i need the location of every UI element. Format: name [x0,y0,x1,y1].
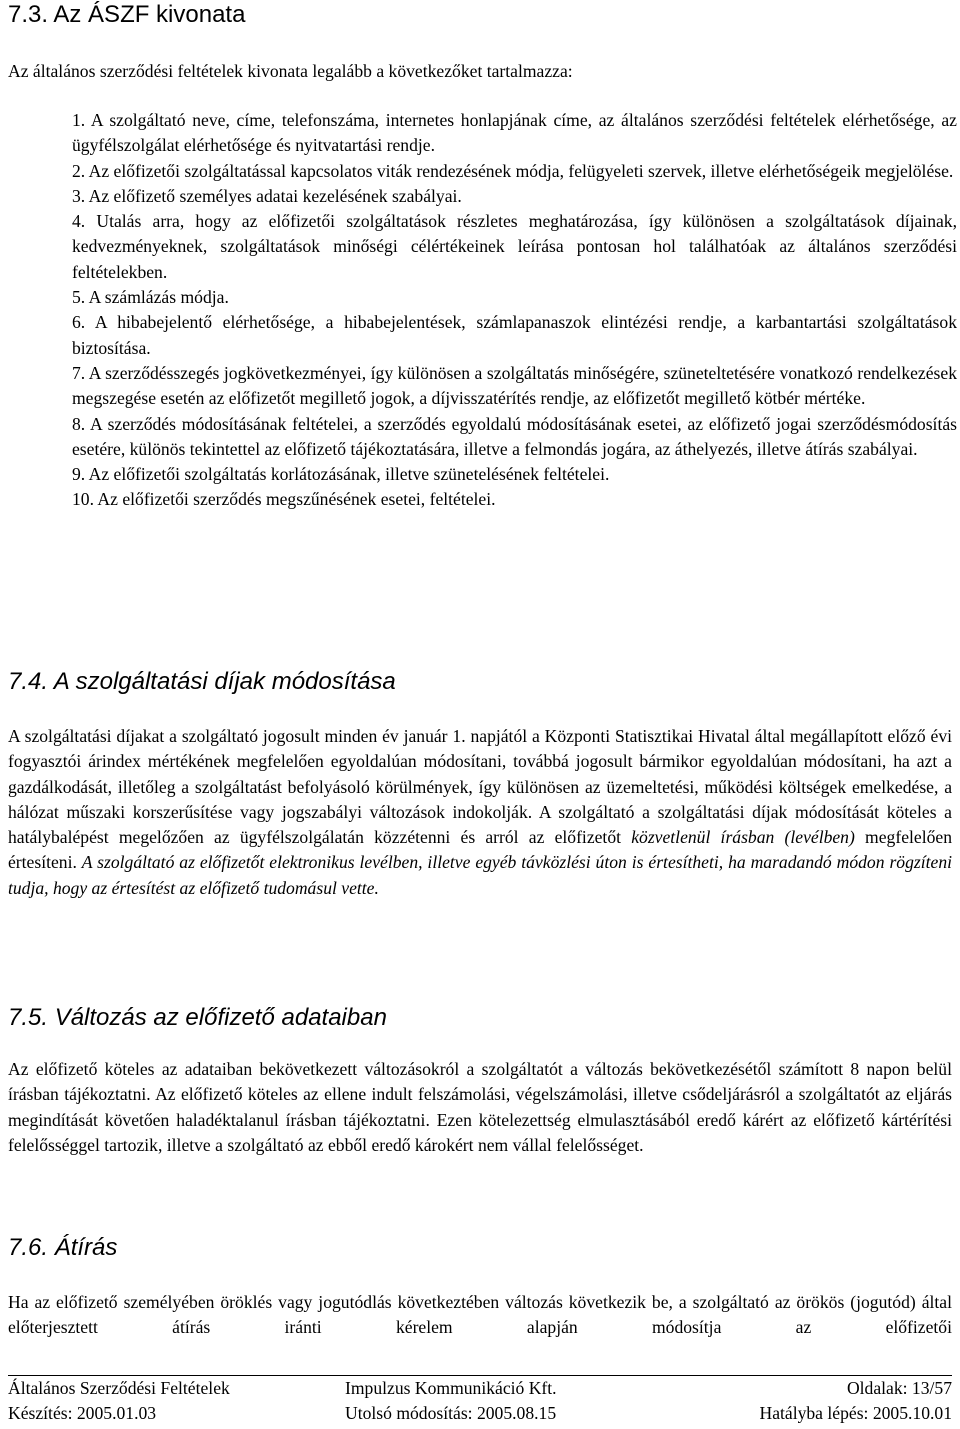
section-7-3-heading: 7.3. Az ÁSZF kivonata [8,1,246,28]
aszf-items-list [72,108,957,513]
footer-page-number: Oldalak: 13/57 [846,1378,952,1398]
section-7-6-paragraph: Ha az előfizető személyében öröklés vagy jogutódlás következtében változás következik be, a szolgáltató az örökös (jogutód) által előterjesztett átírás iránti kérelem alapján módosítja az előfizetői [8,1292,952,1338]
section-7-4-heading: 7.4. A szolgáltatási díjak módosítása [8,668,396,695]
list-item: 10. Az előfizetői szerződés megszűnésének esetei, feltételei. [72,489,496,510]
footer-effective-date: Hatályba lépés: 2005.10.01 [759,1403,952,1423]
section-7-4-italic-text: közvetlenül írásban (levélben) [631,827,855,848]
section-7-3-intro: Az általános szerződési feltételek kivonata legalább a következőket tartalmazza: [8,61,573,81]
list-item: 5. A számlázás módja. [72,287,229,308]
section-7-5-paragraph: Az előfizető köteles az adataiban bekövetkezett változásokról a szolgáltatót a változás bekövetkezésétől számított 8 napon belül írásban tájékoztatni. Az előfizető köteles az ellene indult felszámolási, végelszámolási, illetve csődeljárásról a szolgáltatót az eljárás megindítását követően haladéktalanul írásban tájékoztatni. Ezen kötelezettség elmulasztásából eredő kárért az előfizető kártérítési felelősséggel tartozik, illetve a szolgáltató az ebből eredő károkért nem vállal felelősséget. [8,1059,952,1155]
section-7-5-heading: 7.5. Változás az előfizető adataiban [8,1004,387,1031]
footer-company: Impulzus Kommunikáció Kft. [345,1378,557,1398]
list-item: 1. A szolgáltató neve, címe, telefonszáma, internetes honlapjának címe, az általános szerződési feltételek elérhetősége, az ügyfélszolgálat elérhetősége és nyitvatartási rendje. [72,110,957,156]
list-item: 4. Utalás arra, hogy az előfizetői szolgáltatások részletes meghatározása, így különösen a szolgáltatások díjainak, kedvezményeknek, szolgáltatások minőségi célértékeinek leírása pontosan hol találhatóak az általános szerződési feltételekben. [72,211,957,282]
footer-created-date: Készítés: 2005.01.03 [8,1403,157,1423]
list-item: 7. A szerződésszegés jogkövetkezményei, így különösen a szolgáltatás minőségére, szüneteltetésére vonatkozó rendelkezések megszegése esetén az előfizetőt megillető jogok, a díjvisszatérítés rendje, az előfizetőt megillető kötbér mértéke. [72,362,957,409]
list-item: 6. A hibabejelentő elérhetősége, a hibabejelentések, számlapanaszok elintézési rendje, a karbantartási szolgáltatások biztosítása. [72,312,957,358]
section-7-4-text-continued: megfelelően értesíteni. [8,827,952,873]
list-item: 9. Az előfizetői szolgáltatás korlátozásának, illetve szünetelésének feltételei. [72,464,610,485]
list-item: 8. A szerződés módosításának feltételei, a szerződés egyoldalú módosításának esetei, az előfizető jogai szerződésmódosítás esetére, különös tekintettel az előfizető tájékoztatására, illetve a felmondás jogára, az áthelyezés, illetve átírás szabályai. [72,413,957,459]
footer-modified-date: Utolsó módosítás: 2005.08.15 [345,1403,557,1423]
section-7-4-paragraph [8,724,952,901]
page-footer [8,1375,952,1426]
section-7-4-italic-note: A szolgáltató az előfizetőt elektronikus levélben, illetve egyéb távközlési úton is értesítheti, ha maradandó módon rögzíteni tudja, hogy az értesítést az előfizető tudomásul vette. [8,852,952,898]
footer-row-top [8,1376,952,1401]
section-7-4-text: A szolgáltatási díjakat a szolgáltató jogosult minden év január 1. napjától a Központi Statisztikai Hivatal által megállapított előző évi fogyasztói árindex mértékének megfelelően egyoldalúan módosítani, továbbá jogosult bármikor egyoldalúan módosítani, ha azt a gazdálkodását, illetőleg a szolgáltatást befolyásoló körülmények, így különösen az üzemeltetési, működési költségek emelkedése, a hálózat műszaki korszerűsítése vagy jogszabályi változások indokolják. A szolgáltató a szolgáltatási díjak módosítását köteles a hatálybalépést megelőzően az ügyfélszolgálatán közzétenni és arról az előfizetőt [8,726,952,848]
footer-row-bottom [8,1401,952,1426]
list-item: 2. Az előfizetői szolgáltatással kapcsolatos viták rendezésének módja, felügyeleti szervek, illetve elérhetőségeik megjelölése. [72,160,954,181]
section-7-6-heading: 7.6. Átírás [8,1234,118,1261]
list-item: 3. Az előfizető személyes adatai kezelésének szabályai. [72,185,462,206]
footer-doc-title: Általános Szerződési Feltételek [8,1378,230,1398]
